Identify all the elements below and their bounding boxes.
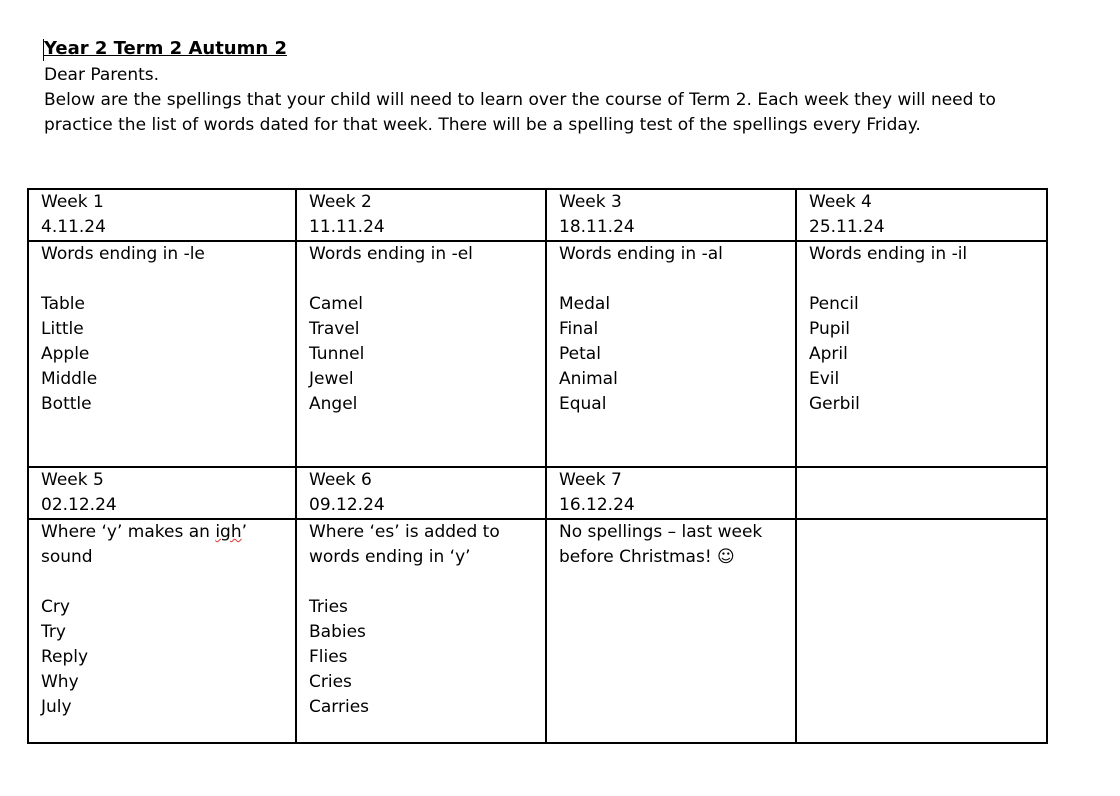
- spelling-word: Why: [41, 672, 79, 692]
- week-label: Week 4: [809, 192, 872, 212]
- spelling-word: Apple: [41, 344, 90, 364]
- spelling-word: Babies: [309, 622, 366, 642]
- week-content-cell: [796, 241, 1047, 467]
- week-label: Week 7: [559, 470, 622, 490]
- week-content-cell: [546, 241, 796, 467]
- spelling-rule: Where ‘y’ makes an igh’: [41, 522, 248, 542]
- spelling-rule: Words ending in -il: [809, 244, 968, 264]
- intro-paragraph: Below are the spellings that your child will need to learn over the course of Term 2. Each week they will need to practice the list of words dated for that week. There will be a spelling test of the spellings every Friday.: [44, 90, 996, 135]
- spelling-word: Angel: [309, 394, 358, 414]
- spelling-word: April: [809, 344, 848, 364]
- week-label: Week 1: [41, 192, 104, 212]
- week-header-cell: [296, 467, 546, 519]
- week-header-cell: [546, 467, 796, 519]
- spelling-word: Flies: [309, 647, 348, 667]
- spelling-table: [27, 188, 1048, 744]
- week-content-cell: [296, 519, 546, 743]
- week-header-cell: [796, 189, 1047, 241]
- spelling-word: Camel: [309, 294, 364, 314]
- spelling-rule: words ending in ‘y’: [309, 547, 471, 567]
- spelling-rule: Where ‘es’ is added to: [309, 522, 500, 542]
- week-date: 09.12.24: [309, 495, 385, 515]
- spelling-rule: Words ending in -al: [559, 244, 723, 264]
- week-header-cell: [28, 467, 296, 519]
- spellcheck-squiggle: igh: [215, 522, 242, 542]
- week-date: 16.12.24: [559, 495, 635, 515]
- spelling-word: Little: [41, 319, 84, 339]
- spelling-word: Tries: [309, 597, 348, 617]
- spelling-rule: No spellings – last week: [559, 522, 763, 542]
- week-date: 18.11.24: [559, 217, 635, 237]
- week-label: Week 6: [309, 470, 372, 490]
- table-row: [28, 467, 1047, 519]
- week-header-cell: [28, 189, 296, 241]
- spelling-word: Pencil: [809, 294, 859, 314]
- week-content-cell: [28, 519, 296, 743]
- spelling-word: Pupil: [809, 319, 850, 339]
- spelling-word: Final: [559, 319, 599, 339]
- spelling-word: Cries: [309, 672, 352, 692]
- spelling-rule: before Christmas! ☺: [559, 547, 735, 567]
- spelling-word: Medal: [559, 294, 611, 314]
- week-header-cell: [296, 189, 546, 241]
- table-row: [28, 241, 1047, 467]
- week-content-cell: [28, 241, 296, 467]
- spelling-word: Carries: [309, 697, 370, 717]
- spelling-word: Cry: [41, 597, 70, 617]
- spelling-rule: sound: [41, 547, 93, 567]
- spelling-word: July: [41, 697, 72, 717]
- empty-content-cell: [796, 519, 1047, 743]
- table-row: [28, 519, 1047, 743]
- week-header-cell: [546, 189, 796, 241]
- spelling-word: Tunnel: [309, 344, 365, 364]
- week-date: 25.11.24: [809, 217, 885, 237]
- spelling-word: Try: [41, 622, 66, 642]
- week-content-cell: [296, 241, 546, 467]
- week-label: Week 3: [559, 192, 622, 212]
- table-row: [28, 189, 1047, 241]
- empty-header-cell: [796, 467, 1047, 519]
- spelling-word: Equal: [559, 394, 607, 414]
- spelling-word: Travel: [309, 319, 360, 339]
- spelling-word: Reply: [41, 647, 89, 667]
- spelling-word: Table: [41, 294, 85, 314]
- salutation: Dear Parents.: [44, 65, 160, 85]
- week-content-cell: [546, 519, 796, 743]
- spelling-word: Gerbil: [809, 394, 860, 414]
- spelling-word: Middle: [41, 369, 98, 389]
- spelling-word: Jewel: [309, 369, 354, 389]
- week-date: 02.12.24: [41, 495, 117, 515]
- spelling-word: Bottle: [41, 394, 92, 414]
- week-label: Week 5: [41, 470, 104, 490]
- spelling-rule: Words ending in -el: [309, 244, 473, 264]
- document-title: Year 2 Term 2 Autumn 2: [44, 38, 287, 59]
- spelling-rule: Words ending in -le: [41, 244, 205, 264]
- week-date: 11.11.24: [309, 217, 385, 237]
- week-label: Week 2: [309, 192, 372, 212]
- spelling-word: Evil: [809, 369, 840, 389]
- week-date: 4.11.24: [41, 217, 106, 237]
- spelling-word: Petal: [559, 344, 601, 364]
- spelling-word: Animal: [559, 369, 618, 389]
